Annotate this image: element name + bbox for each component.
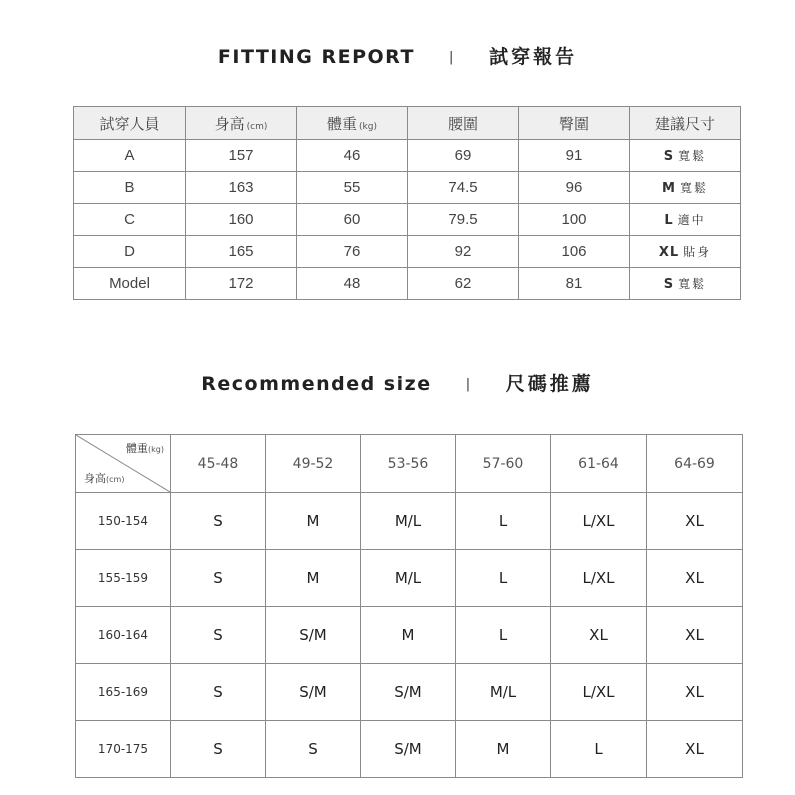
fitting-title-zh: 試穿報告 (489, 46, 578, 68)
recommended-row (76, 493, 743, 550)
size-cell: XL (647, 493, 743, 550)
size-cell: M (266, 550, 361, 607)
height-range-cell: 165-169 (76, 664, 171, 721)
hip-cell: 100 (519, 204, 630, 236)
size-cell: M (266, 493, 361, 550)
size-cell: XL (647, 607, 743, 664)
size-cell: S (171, 607, 266, 664)
fit-label: 適中 (677, 213, 706, 227)
fitting-report-table (73, 106, 741, 300)
size-cell: XL (551, 607, 647, 664)
person-cell: C (74, 204, 186, 236)
size-cell: L (551, 721, 647, 778)
size-cell: L/XL (551, 550, 647, 607)
header-waist: 腰圍 (408, 107, 519, 140)
recommended-size-cell (630, 140, 741, 172)
height-range-cell: 150-154 (76, 493, 171, 550)
weight-range-header: 61-64 (551, 435, 647, 493)
recommended-size-table (75, 434, 743, 778)
height-range-cell: 155-159 (76, 550, 171, 607)
weight-cell: 46 (297, 140, 408, 172)
recommended-size-title (0, 369, 795, 396)
size-cell: S (171, 664, 266, 721)
header-height: 身高 (cm) (186, 107, 297, 140)
hip-cell: 96 (519, 172, 630, 204)
weight-range-header: 53-56 (361, 435, 456, 493)
waist-cell: 69 (408, 140, 519, 172)
recommended-title-en: Recommended size (201, 373, 432, 395)
recommended-size-cell (630, 236, 741, 268)
size-cell: M/L (456, 664, 551, 721)
fitting-title-en: FITTING REPORT (217, 46, 415, 68)
size-label: M (662, 181, 676, 196)
size-cell: M/L (361, 550, 456, 607)
size-cell: L/XL (551, 664, 647, 721)
recommended-row (76, 607, 743, 664)
size-cell: M (361, 607, 456, 664)
fit-label: 寬鬆 (679, 181, 708, 195)
height-range-cell: 160-164 (76, 607, 171, 664)
weight-range-header: 57-60 (456, 435, 551, 493)
waist-cell: 62 (408, 268, 519, 300)
size-cell: XL (647, 550, 743, 607)
corner-cell (76, 435, 171, 493)
height-cell: 160 (186, 204, 297, 236)
hip-cell: 81 (519, 268, 630, 300)
size-cell: S (266, 721, 361, 778)
header-person: 試穿人員 (74, 107, 186, 140)
fit-label: 貼身 (683, 245, 712, 259)
size-label: XL (658, 245, 680, 260)
header-hip: 臀圍 (519, 107, 630, 140)
weight-cell: 48 (297, 268, 408, 300)
weight-range-header: 45-48 (171, 435, 266, 493)
fitting-row (74, 140, 741, 172)
size-cell: M (456, 721, 551, 778)
hip-cell: 106 (519, 236, 630, 268)
person-cell: Model (74, 268, 186, 300)
recommended-size-cell (630, 268, 741, 300)
size-label: S (663, 277, 675, 292)
size-cell: S/M (266, 607, 361, 664)
waist-cell: 74.5 (408, 172, 519, 204)
size-label: S (663, 149, 675, 164)
size-cell: M/L (361, 493, 456, 550)
size-cell: S/M (266, 664, 361, 721)
person-cell: A (74, 140, 186, 172)
size-cell: S/M (361, 721, 456, 778)
fitting-row (74, 236, 741, 268)
hip-cell: 91 (519, 140, 630, 172)
size-cell: S/M (361, 664, 456, 721)
header-weight: 體重 (kg) (297, 107, 408, 140)
height-cell: 172 (186, 268, 297, 300)
person-cell: D (74, 236, 186, 268)
recommended-header-row (76, 435, 743, 493)
size-cell: XL (647, 721, 743, 778)
recommended-row (76, 664, 743, 721)
size-cell: L (456, 607, 551, 664)
fitting-header-row (74, 107, 741, 140)
fitting-row (74, 204, 741, 236)
fit-label: 寬鬆 (678, 277, 707, 291)
size-cell: S (171, 550, 266, 607)
height-cell: 157 (186, 140, 297, 172)
recommended-row (76, 721, 743, 778)
fitting-row (74, 268, 741, 300)
waist-cell: 92 (408, 236, 519, 268)
size-cell: XL (647, 664, 743, 721)
size-cell: L (456, 550, 551, 607)
fitting-report-title (0, 42, 795, 69)
weight-cell: 60 (297, 204, 408, 236)
fit-label: 寬鬆 (678, 149, 707, 163)
corner-height-label: 身高(cm) (84, 472, 125, 485)
weight-range-header: 49-52 (266, 435, 361, 493)
recommended-size-cell (630, 172, 741, 204)
title-separator: | (465, 377, 472, 392)
weight-range-header: 64-69 (647, 435, 743, 493)
recommended-title-zh: 尺碼推薦 (505, 373, 594, 395)
size-cell: L (456, 493, 551, 550)
corner-weight-label: 體重(kg) (126, 442, 164, 455)
size-cell: L/XL (551, 493, 647, 550)
weight-cell: 76 (297, 236, 408, 268)
size-cell: S (171, 493, 266, 550)
recommended-size-cell (630, 204, 741, 236)
height-cell: 163 (186, 172, 297, 204)
weight-cell: 55 (297, 172, 408, 204)
title-separator: | (449, 50, 455, 65)
header-recommended-size: 建議尺寸 (630, 107, 741, 140)
size-cell: S (171, 721, 266, 778)
height-range-cell: 170-175 (76, 721, 171, 778)
height-cell: 165 (186, 236, 297, 268)
size-label: L (664, 213, 674, 228)
waist-cell: 79.5 (408, 204, 519, 236)
fitting-row (74, 172, 741, 204)
recommended-row (76, 550, 743, 607)
person-cell: B (74, 172, 186, 204)
